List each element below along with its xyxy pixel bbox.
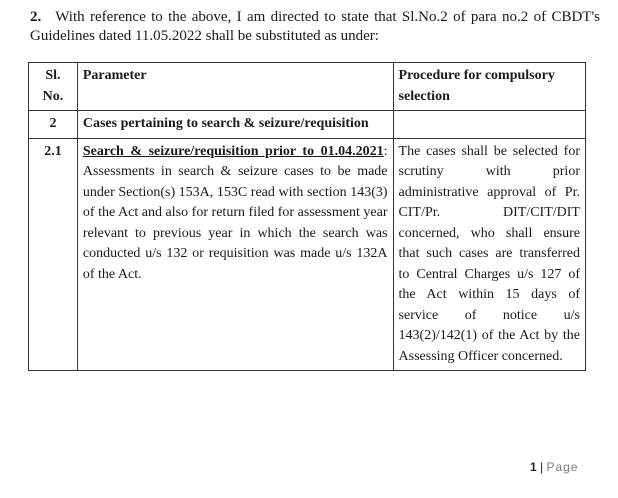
row-procedure: The cases shall be selected for scrutiny with prior administrative approval of Pr. CIT/Pr. DIT/CIT/DIT concerned, who shall ensure that such cases are transferred to Central Charges u/s 127 of the Act within 15 days of service of notice u/s 143(2)/142(1) of the Act by the Assessing Officer concerned. [393, 138, 585, 371]
page-separator: | [540, 460, 544, 474]
guidelines-table [28, 62, 586, 371]
table-header-row [29, 63, 586, 111]
paragraph-number: 2. [30, 9, 42, 25]
row-parameter [77, 138, 393, 371]
page-number: 1 [530, 460, 537, 474]
table-row [29, 111, 586, 139]
header-procedure: Procedure for compulsory selection [393, 63, 585, 111]
header-sl-no: Sl. No. [29, 63, 78, 111]
parameter-text: : Assessments in search & seizure cases to be made under Section(s) 153A, 153C read with section 143(3) of the Act and also for return filed for assessment year relevant to previous year in which the search was conducted u/s 132 or requisition was made u/s 132A of the Act. [82, 143, 388, 282]
intro-text: With reference to the above, I am directed to state that Sl.No.2 of para no.2 of CBDT's Guidelines dated 11.05.2022 shall be substituted as under: [30, 9, 600, 44]
row-parameter: Cases pertaining to search & seizure/requisition [77, 111, 393, 139]
intro-paragraph [30, 8, 600, 46]
page-word: Page [546, 460, 579, 474]
header-parameter: Parameter [77, 63, 393, 111]
page-footer [530, 460, 579, 474]
row-sl: 2 [29, 111, 78, 139]
row-procedure [393, 111, 585, 139]
parameter-heading: Search & seizure/requisition prior to 01.04.2021 [82, 143, 384, 159]
row-sl: 2.1 [29, 138, 78, 371]
table-row [29, 138, 586, 371]
